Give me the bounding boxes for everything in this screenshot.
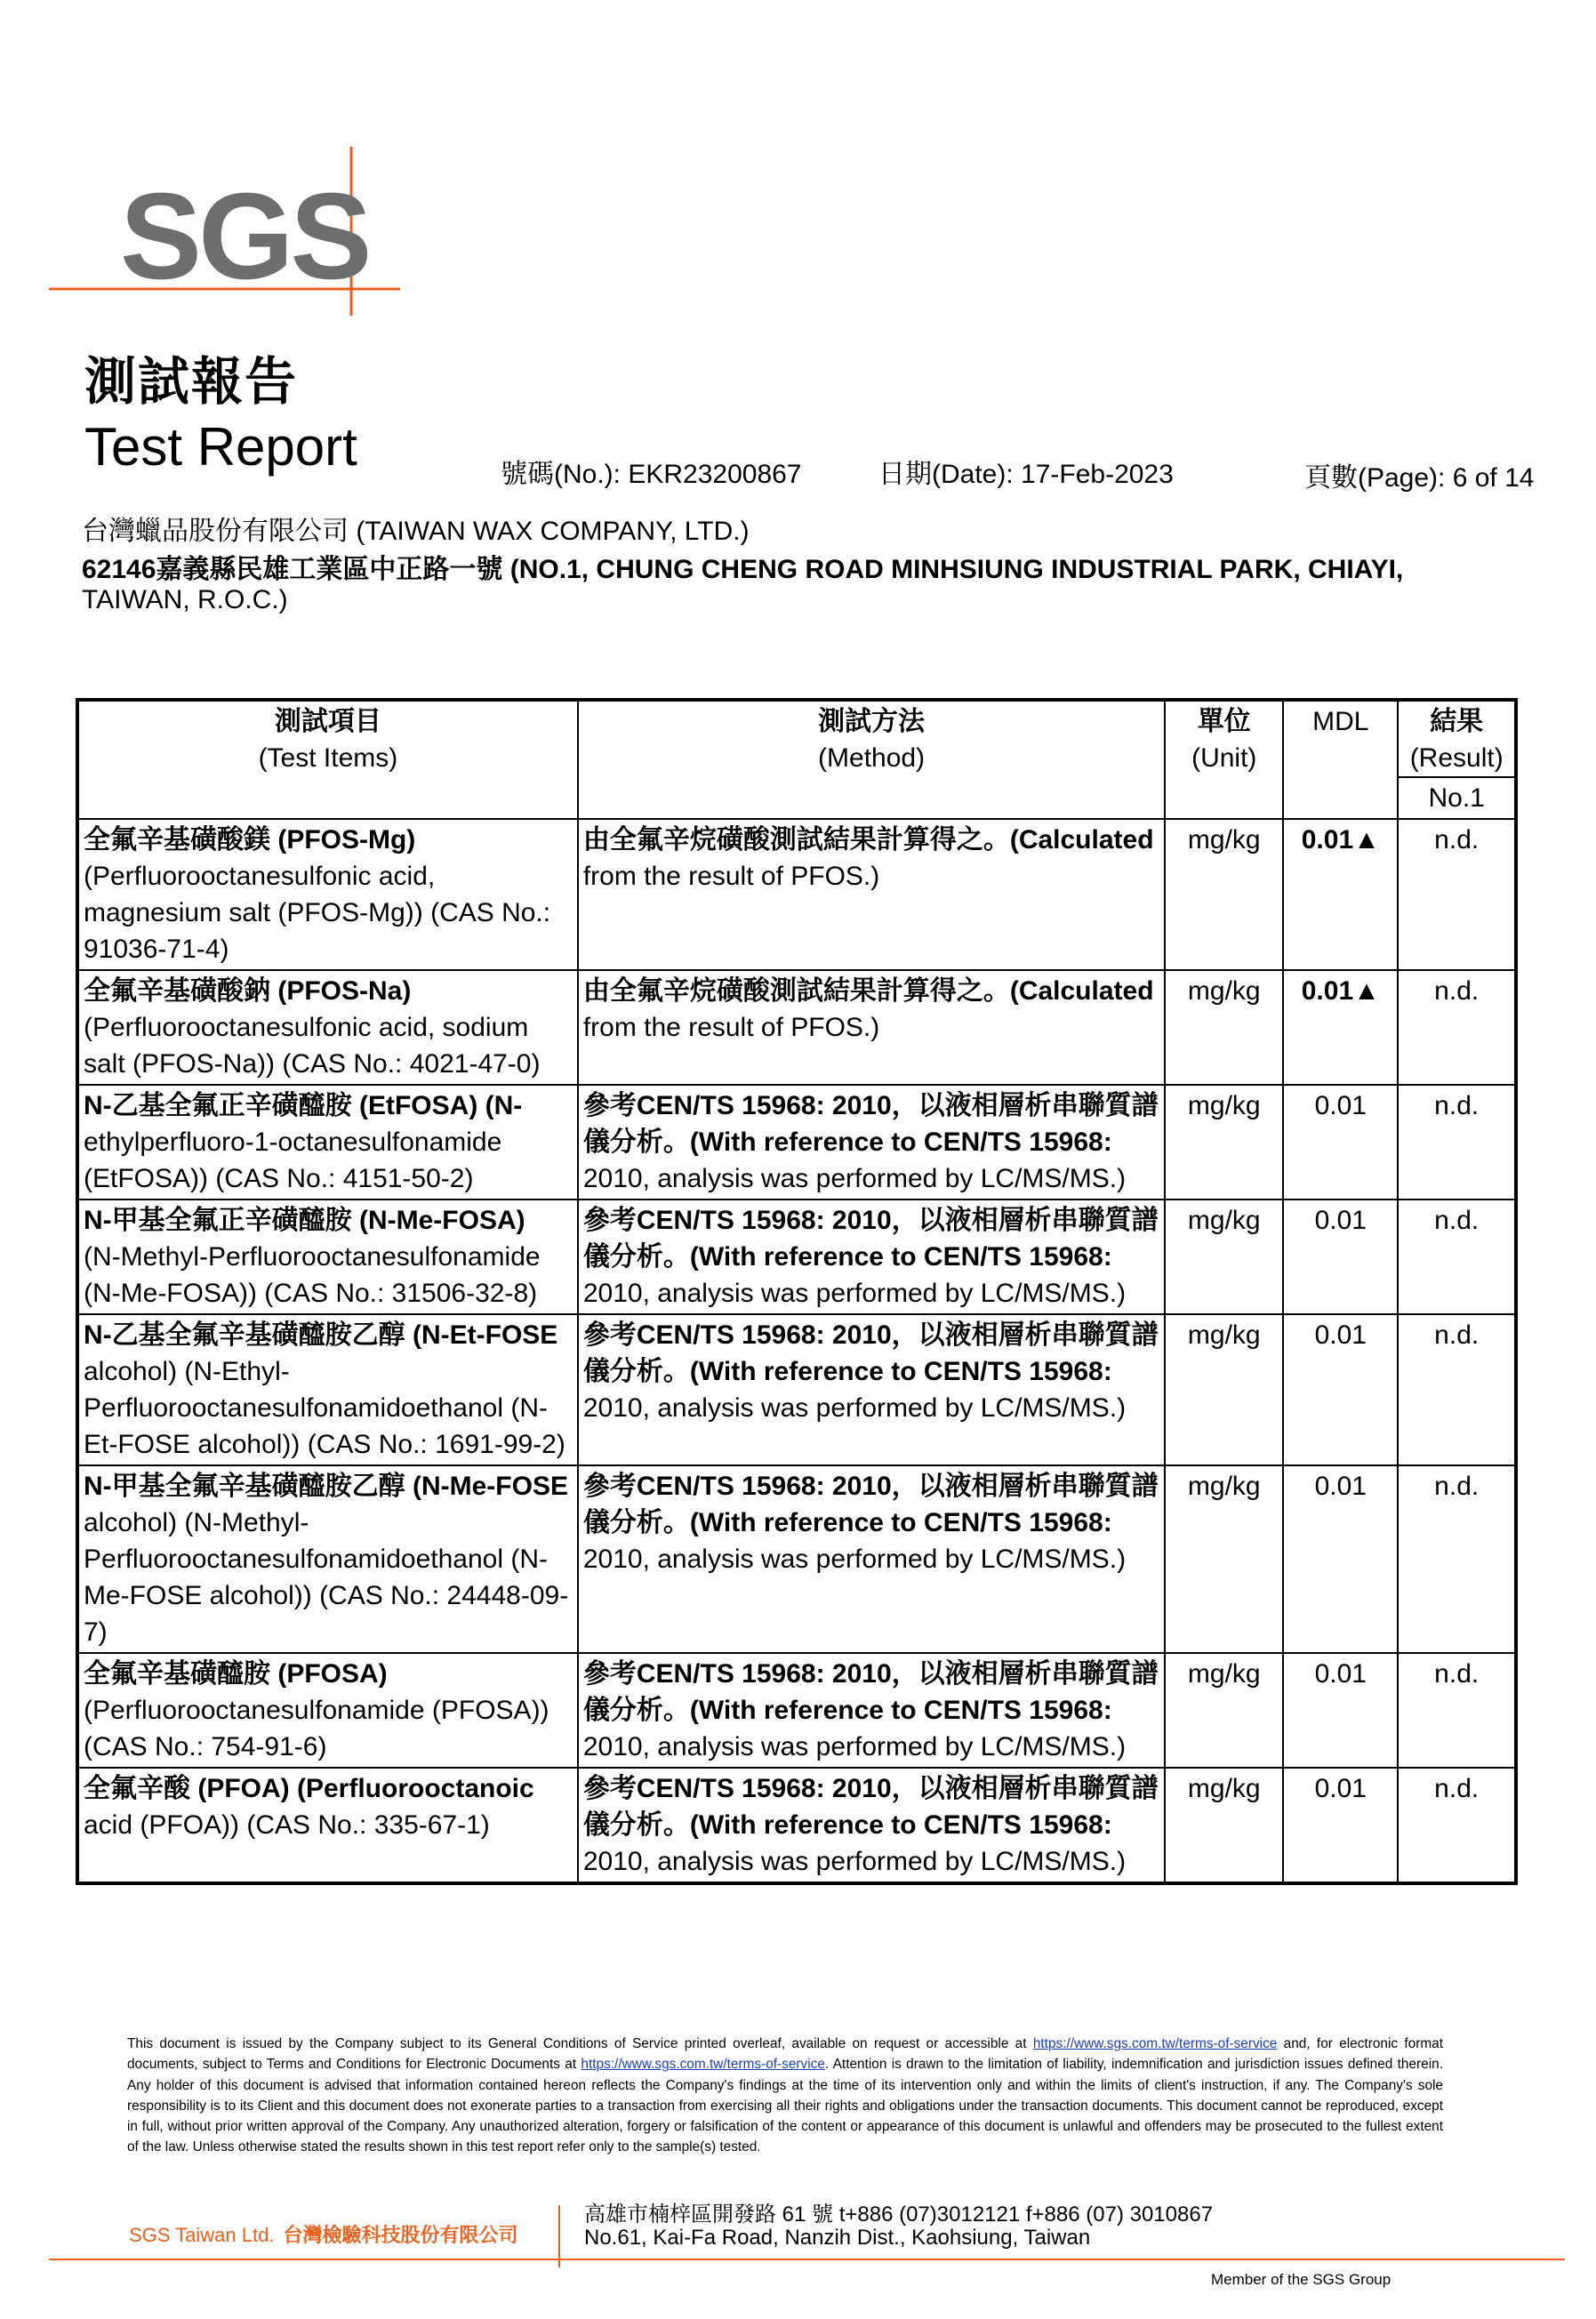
method-cell <box>578 1314 1165 1465</box>
result-cell: n.d. <box>1398 1653 1516 1768</box>
header-unit <box>1165 700 1283 819</box>
footer-company-en: SGS Taiwan Ltd. <box>129 2224 275 2246</box>
method-cell <box>578 1200 1165 1314</box>
table-row <box>77 1200 1516 1314</box>
test-item-name: N-甲基全氟正辛磺醯胺 (N-Me-FOSA) <box>84 1206 525 1235</box>
test-item-cell <box>77 819 578 970</box>
method-main: 參考CEN/TS 15968: 2010，以液相層析串聯質譜儀分析。(With reference to CEN/TS 15968: <box>582 1472 1159 1537</box>
method-cell <box>578 819 1165 970</box>
test-item-detail: (Perfluorooctanesulfonic acid, sodium salt (PFOS-Na)) (CAS No.: 4021-47-0) <box>84 1013 541 1079</box>
header-unit-zh: 單位 <box>1197 707 1251 736</box>
result-cell: n.d. <box>1398 1314 1516 1465</box>
method-main: 參考CEN/TS 15968: 2010，以液相層析串聯質譜儀分析。(With reference to CEN/TS 15968: <box>582 1206 1159 1272</box>
header-result-en: (Result) <box>1409 743 1504 773</box>
unit-cell: mg/kg <box>1165 1465 1283 1653</box>
unit-cell: mg/kg <box>1165 970 1283 1085</box>
test-item-name: 全氟辛酸 (PFOA) (Perfluorooctanoic <box>84 1774 534 1803</box>
header-mdl-label: MDL <box>1312 707 1369 736</box>
method-cell <box>578 1465 1165 1653</box>
header-test-items-zh: 測試項目 <box>274 707 381 736</box>
method-cell <box>578 1653 1165 1768</box>
unit-cell: mg/kg <box>1165 1653 1283 1768</box>
test-item-cell <box>77 970 578 1085</box>
method-detail: 2010, analysis was performed by LC/MS/MS.) <box>582 1279 1127 1308</box>
table-row <box>77 1314 1516 1465</box>
header-method <box>578 700 1165 819</box>
company-name: 台灣蠟品股份有限公司 (TAIWAN WAX COMPANY, LTD.) <box>82 517 750 546</box>
method-main: 參考CEN/TS 15968: 2010，以液相層析串聯質譜儀分析。(With reference to CEN/TS 15968: <box>582 1320 1159 1386</box>
table-row <box>77 1768 1516 1883</box>
method-detail: 2010, analysis was performed by LC/MS/MS.) <box>582 1847 1127 1876</box>
method-detail: 2010, analysis was performed by LC/MS/MS.) <box>582 1393 1127 1423</box>
test-results-table <box>76 698 1518 1885</box>
unit-cell: mg/kg <box>1165 1314 1283 1465</box>
test-item-name: N-甲基全氟辛基磺醯胺乙醇 (N-Me-FOSE <box>84 1472 568 1501</box>
table-body <box>77 819 1516 1883</box>
test-item-name: 全氟辛基磺醯胺 (PFOSA) <box>84 1659 388 1689</box>
header-method-en: (Method) <box>818 743 926 773</box>
report-number: 號碼(No.): EKR23200867 <box>501 460 802 489</box>
test-item-cell <box>77 1465 578 1653</box>
mdl-cell: 0.01 <box>1283 1465 1398 1653</box>
table-header-row <box>77 700 1516 819</box>
method-main: 由全氟辛烷磺酸測試結果計算得之。(Calculated <box>582 825 1154 855</box>
result-cell: n.d. <box>1398 970 1516 1085</box>
report-title-zh: 測試報告 <box>84 351 299 412</box>
logo-text: SGS <box>120 168 369 305</box>
method-cell <box>578 970 1165 1085</box>
mdl-cell: 0.01 <box>1283 1085 1398 1200</box>
table-row <box>77 970 1516 1085</box>
footer-divider-horizontal <box>49 2259 1565 2260</box>
mdl-cell: 0.01 <box>1283 1200 1398 1314</box>
mdl-cell: 0.01▲ <box>1283 970 1398 1085</box>
mdl-cell: 0.01 <box>1283 1768 1398 1883</box>
legal-disclaimer <box>127 2034 1443 2158</box>
report-title-en: Test Report <box>84 417 357 477</box>
header-unit-en: (Unit) <box>1191 743 1257 773</box>
table-row <box>77 1085 1516 1200</box>
method-detail: from the result of PFOS.) <box>582 862 880 891</box>
method-detail: 2010, analysis was performed by LC/MS/MS.) <box>582 1164 1127 1193</box>
report-date: 日期(Date): 17-Feb-2023 <box>878 460 1174 489</box>
page-number: 頁數(Page): 6 of 14 <box>1304 463 1535 493</box>
method-main: 參考CEN/TS 15968: 2010，以液相層析串聯質譜儀分析。(With reference to CEN/TS 15968: <box>582 1774 1159 1840</box>
unit-cell: mg/kg <box>1165 1085 1283 1200</box>
table-row <box>77 819 1516 970</box>
sgs-logo <box>49 147 405 316</box>
header-method-zh: 測試方法 <box>818 707 926 736</box>
test-item-name: 全氟辛基磺酸鈉 (PFOS-Na) <box>84 976 412 1006</box>
disclaimer-text-3: . Attention is drawn to the limitation of liability, indemnification and jurisdiction issues defined therein. Any holder of this document is advised that information contained hereon reflects the Company's findings at the time of its intervention only and within the limits of client's instruction, if any. The Company's sole responsibility is to its Client and this document does not exonerate parties to a transaction from exercising all their rights and obligations under the transaction documents. This document cannot be reproduced, except in full, without prior written approval of the Company. Any unauthorized alteration, forgery or falsification of the content or appearance of this document is unlawful and offenders may be prosecuted to the fullest extent of the law. Unless otherwise stated the results shown in this test report refer only to the sample(s) tested. <box>127 2057 1443 2155</box>
test-item-cell <box>77 1768 578 1883</box>
test-item-detail: alcohol) (N-Ethyl-Perfluorooctanesulfonamidoethanol (N-Et-FOSE alcohol)) (CAS No.: 1691-99-2) <box>84 1357 565 1459</box>
table-row <box>77 1465 1516 1653</box>
test-item-name: N-乙基全氟正辛磺醯胺 (EtFOSA) (N- <box>84 1091 523 1120</box>
electronic-terms-link[interactable]: https://www.sgs.com.tw/terms-of-service <box>581 2057 825 2073</box>
test-item-cell <box>77 1200 578 1314</box>
sgs-group-member: Member of the SGS Group <box>1211 2271 1391 2288</box>
terms-of-service-link[interactable]: https://www.sgs.com.tw/terms-of-service <box>1032 2036 1278 2051</box>
mdl-cell: 0.01 <box>1283 1314 1398 1465</box>
mdl-cell: 0.01▲ <box>1283 819 1398 970</box>
header-sample-no1: No.1 <box>1399 776 1514 816</box>
test-item-detail: acid (PFOA)) (CAS No.: 335-67-1) <box>84 1810 490 1840</box>
test-item-cell <box>77 1085 578 1200</box>
footer-company <box>129 2220 517 2248</box>
test-item-name: 全氟辛基磺酸鎂 (PFOS-Mg) <box>84 825 416 855</box>
unit-cell: mg/kg <box>1165 1200 1283 1314</box>
unit-cell: mg/kg <box>1165 819 1283 970</box>
header-test-items <box>77 700 578 819</box>
test-item-cell <box>77 1653 578 1768</box>
method-cell <box>578 1768 1165 1883</box>
method-detail: from the result of PFOS.) <box>582 1013 880 1042</box>
test-item-detail: (Perfluorooctanesulfonic acid, magnesium salt (PFOS-Mg)) (CAS No.: 91036-71-4) <box>84 862 551 964</box>
test-item-name: N-乙基全氟辛基磺醯胺乙醇 (N-Et-FOSE <box>84 1320 558 1350</box>
header-test-items-en: (Test Items) <box>258 743 398 773</box>
footer-company-zh: 台灣檢驗科技股份有限公司 <box>283 2224 518 2246</box>
unit-cell: mg/kg <box>1165 1768 1283 1883</box>
method-detail: 2010, analysis was performed by LC/MS/MS.) <box>582 1732 1127 1761</box>
header-result-zh: 結果 <box>1430 707 1484 736</box>
header-result <box>1398 700 1516 819</box>
disclaimer-text-1: This document is issued by the Company subject to its General Conditions of Service printed overleaf, available on request or accessible at <box>127 2036 1033 2051</box>
test-item-detail: ethylperfluoro-1-octanesulfonamide (EtFOSA)) (CAS No.: 4151-50-2) <box>84 1127 502 1193</box>
header-mdl <box>1283 700 1398 819</box>
table-row <box>77 1653 1516 1768</box>
method-main: 由全氟辛烷磺酸測試結果計算得之。(Calculated <box>582 976 1154 1006</box>
footer-address-en: No.61, Kai-Fa Road, Nanzih Dist., Kaohsiung, Taiwan <box>584 2226 1091 2250</box>
method-detail: 2010, analysis was performed by LC/MS/MS.) <box>582 1545 1127 1574</box>
result-cell: n.d. <box>1398 1465 1516 1653</box>
method-main: 參考CEN/TS 15968: 2010，以液相層析串聯質譜儀分析。(With reference to CEN/TS 15968: <box>582 1659 1159 1725</box>
result-cell: n.d. <box>1398 819 1516 970</box>
company-address-line1: 62146嘉義縣民雄工業區中正路一號 (NO.1, CHUNG CHENG ROAD MINHSIUNG INDUSTRIAL PARK, CHIAYI, <box>82 555 1404 584</box>
result-cell: n.d. <box>1398 1768 1516 1883</box>
result-cell: n.d. <box>1398 1200 1516 1314</box>
company-address-line2: TAIWAN, R.O.C.) <box>82 585 288 614</box>
method-main: 參考CEN/TS 15968: 2010，以液相層析串聯質譜儀分析。(With reference to CEN/TS 15968: <box>582 1091 1159 1157</box>
test-item-cell <box>77 1314 578 1465</box>
test-item-detail: alcohol) (N-Methyl-Perfluorooctanesulfonamidoethanol (N-Me-FOSE alcohol)) (CAS No.: 24448-09-7) <box>84 1508 569 1647</box>
result-cell: n.d. <box>1398 1085 1516 1200</box>
footer-address-zh: 高雄市楠梓區開發路 61 號 t+886 (07)3012121 f+886 (07) 3010867 <box>584 2203 1214 2227</box>
test-item-detail: (N-Methyl-Perfluorooctanesulfonamide (N-Me-FOSA)) (CAS No.: 31506-32-8) <box>84 1242 541 1308</box>
method-cell <box>578 1085 1165 1200</box>
disclaimer-text-2: and, for electronic format documents, subject to Terms and Conditions for Electronic Documents at <box>127 2036 1443 2073</box>
test-item-detail: (Perfluorooctanesulfonamide (PFOSA)) (CAS No.: 754-91-6) <box>84 1696 549 1761</box>
mdl-cell: 0.01 <box>1283 1653 1398 1768</box>
